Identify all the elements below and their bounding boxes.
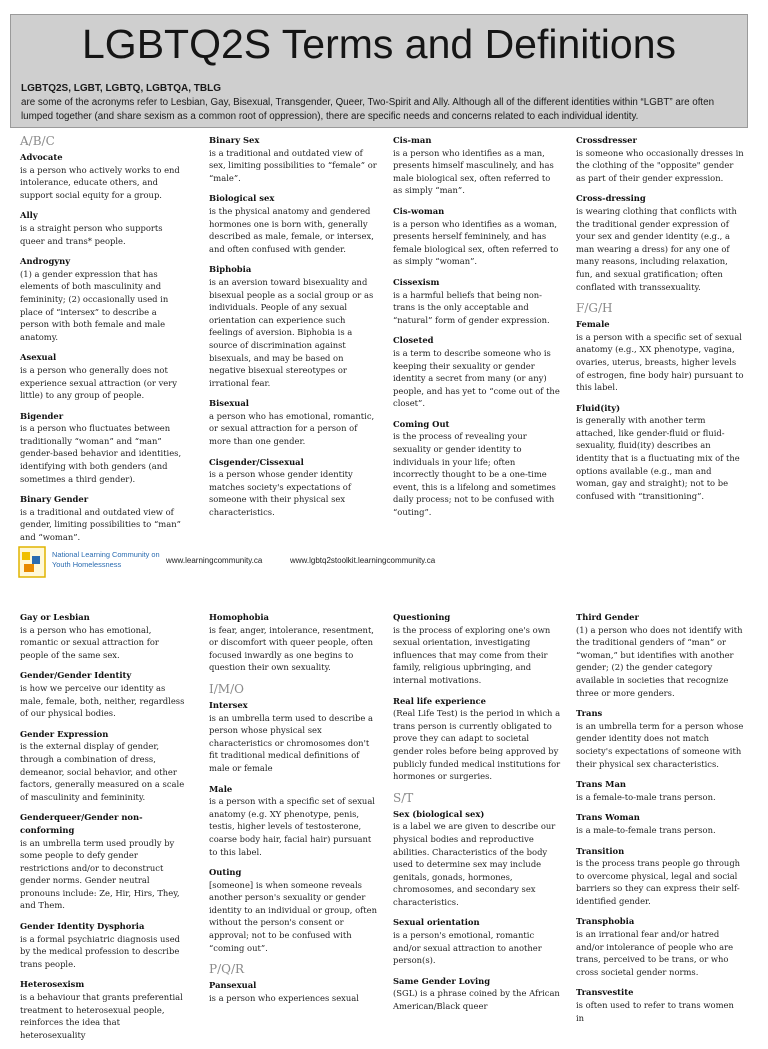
glossary-definition: is an umbrella term used to describe a person whose physical sex characteristics or chromosomes don't fit traditional medical definitions of male or female <box>209 712 373 773</box>
glossary-definition: is a straight person who supports queer and trans* people. <box>20 222 163 246</box>
glossary-entry <box>209 783 377 859</box>
glossary-term: Androgyny <box>20 256 71 267</box>
glossary-term: Cisgender/Cissexual <box>209 456 304 467</box>
glossary-term: Trans <box>576 708 603 719</box>
bottom-column-2 <box>209 611 377 1012</box>
glossary-entry <box>20 811 188 912</box>
glossary-term: Gay or Lesbian <box>20 612 90 622</box>
term-list <box>393 611 561 783</box>
glossary-entry <box>576 811 744 836</box>
section-heading-pqr: P/Q/R <box>209 962 245 977</box>
glossary-entry <box>393 334 561 410</box>
section-heading-abc: A/B/C <box>20 134 55 148</box>
term-list <box>209 611 377 674</box>
glossary-entry <box>20 611 188 661</box>
glossary-definition: is a harmful beliefs that being non-trans is the only acceptable and “natural” form of gender expression. <box>393 289 550 325</box>
glossary-term: Coming Out <box>393 418 450 429</box>
glossary-entry <box>576 707 744 770</box>
glossary-definition: is a label we are given to describe our physical bodies and reproductive abilities. Characteristics of the body used to determine sex may include genitals, gonads, hormones, chromosomes, and secondary sex characteristics. <box>393 821 556 907</box>
section-heading-imo: I/M/O <box>209 681 244 696</box>
glossary-entry <box>209 397 377 447</box>
glossary-entry <box>20 920 188 970</box>
glossary-term: Trans Man <box>576 779 626 790</box>
glossary-definition: is a female-to-male trans person. <box>576 791 716 802</box>
glossary-term: Transphobia <box>576 916 635 927</box>
glossary-definition: (Real Life Test) is the period in which a trans person is currently obligated to prove they can adapt to societal gender roles before being approved by publicly funded medical institutions for hormones or surgeries. <box>393 708 561 782</box>
acronyms-line: LGBTQ2S, LGBT, LGBTQ, LGBTQA, TBLG <box>21 83 221 94</box>
glossary-entry <box>576 318 744 394</box>
glossary-term: Real life experience <box>393 695 486 706</box>
glossary-term: Same Gender Loving <box>393 975 491 986</box>
glossary-term: Trans Woman <box>576 812 640 823</box>
glossary-definition: (1) a gender expression that has elements of both masculinity and femininity; (2) occasionally used in place of “intersex” to describe a person with both female and male anatomy. <box>20 268 169 342</box>
glossary-definition: is a person who actively works to end intolerance, educate others, and support social equity for a group. <box>20 164 180 200</box>
glossary-term: Binary Sex <box>209 135 260 145</box>
glossary-entry <box>20 978 188 1041</box>
glossary-definition: is a behaviour that grants preferential treatment to heterosexual people, reinforces the idea that heterosexuality <box>20 992 183 1040</box>
term-list <box>576 318 744 502</box>
glossary-term: Ally <box>20 210 38 221</box>
term-list <box>209 979 377 1004</box>
glossary-entry <box>209 866 377 954</box>
glossary-entry <box>576 402 744 503</box>
glossary-entry <box>209 699 377 775</box>
glossary-definition: (1) a person who does not identify with the traditional genders of “man” or “woman,” but identifies with another gender; (2) the gender category available in societies that recognize three or more genders. <box>576 624 743 698</box>
glossary-term: Cissexism <box>393 276 440 287</box>
glossary-definition: is someone who occasionally dresses in the clothing of the "opposite" gender as part of their gender expression. <box>576 147 744 183</box>
glossary-term: Closeted <box>393 335 434 346</box>
glossary-entry <box>576 986 744 1024</box>
glossary-definition: is a person who fluctuates between traditionally “woman” and “man” gender-based behavior and identities, identifying with both genders (and sometimes a third gender). <box>20 423 182 484</box>
glossary-entry <box>209 263 377 389</box>
glossary-definition: is a person with a specific set of sexual anatomy (e.g., XX phenotype, vagina, ovaries, uterus, breasts, higher levels of estrogen, fine body hair) pursuant to this label. <box>576 331 744 393</box>
glossary-term: Female <box>576 319 610 330</box>
glossary-definition: is a male-to-female trans person. <box>576 824 716 835</box>
glossary-entry <box>20 151 188 201</box>
term-list <box>209 134 377 519</box>
top-column-1 <box>20 130 188 552</box>
glossary-term: Transition <box>576 845 625 856</box>
glossary-entry <box>393 916 561 966</box>
glossary-definition: [someone] is when someone reveals another person's sexuality or gender identity to an individual or group, often without the person's consent or approval; not to be confused with “coming out”. <box>209 879 377 953</box>
glossary-entry <box>393 611 561 687</box>
term-list <box>393 134 561 519</box>
glossary-term: Crossdresser <box>576 135 637 145</box>
glossary-definition: is a traditional and outdated view of sex, limiting possibilities to “female” or “male”. <box>209 147 377 183</box>
glossary-definition: is a person who identifies as a woman, presents herself femininely, and has female biological sex, often referred to as simply “woman”. <box>393 218 559 267</box>
glossary-term: Gender Expression <box>20 728 109 739</box>
glossary-entry <box>393 134 561 197</box>
glossary-definition: is an umbrella term for a person whose gender identity does not match society's expectations of someone with their physical sex characteristics. <box>576 720 744 769</box>
section-heading-st: S/T <box>393 790 414 805</box>
glossary-term: Sex (biological sex) <box>393 808 485 819</box>
term-list <box>576 134 744 293</box>
glossary-definition: is a person whose gender identity matches society's expectations of someone with their physical sex characteristics. <box>209 469 353 518</box>
glossary-definition: is generally with another term attached, like gender-fluid or fluid-sexuality, fluid(ity) describes an identity that is a fluctuating mix of the options available (e.g., man and woman, gay and straight); not to be confused with “transitioning”. <box>576 415 740 501</box>
glossary-definition: is wearing clothing that conflicts with the traditional gender expression of your sex and gender identity (e.g., a man wearing a dress) for any one of many reasons, including relaxation, fun, and sexual gratification; often conflated with transsexuality. <box>576 205 737 292</box>
website-url[interactable]: www.learningcommunity.ca <box>166 556 263 565</box>
glossary-entry <box>209 979 377 1004</box>
glossary-entry <box>576 845 744 908</box>
glossary-definition: is an aversion toward bisexuality and bisexual people as a social group or as individuals. People of any sexual orientation can experience such feelings of aversion. Biphobia is a source of discrimination against bisexuals, and may be based on negative bisexual stereotypes or irrational fear. <box>209 276 374 388</box>
glossary-entry <box>209 192 377 255</box>
glossary-term: Advocate <box>20 152 63 162</box>
glossary-entry <box>576 915 744 978</box>
glossary-definition: is a person who generally does not experience sexual attraction (or very little) to any group of people. <box>20 364 177 401</box>
term-list <box>209 699 377 954</box>
glossary-definition: is a traditional and outdated view of gender, limiting possibilities to “man” and “woman”. <box>20 506 181 543</box>
glossary-definition: is an irrational fear and/or hatred and/or intolerance of people who are trans, perceived to be trans, or who cross societal gender norms. <box>576 929 734 977</box>
page-title: LGBTQ2S Terms and Definitions <box>82 21 676 67</box>
header-banner <box>10 14 748 128</box>
glossary-term: Binary Gender <box>20 494 89 505</box>
glossary-definition: is often used to refer to trans women in <box>576 1000 734 1023</box>
top-column-4 <box>576 134 744 510</box>
term-list <box>576 611 744 1024</box>
glossary-definition: is fear, anger, intolerance, resentment, or discomfort with queer people, often focused inwardly as one begins to question their own sexuality. <box>209 624 374 673</box>
glossary-definition: is the process trans people go through to overcome physical, legal and social barriers so they can express their self-identified gender. <box>576 858 741 906</box>
term-list <box>20 151 188 544</box>
glossary-definition: is a formal psychiatric diagnosis used by the medical profession to describe trans people. <box>20 933 181 969</box>
glossary-entry <box>393 276 561 326</box>
glossary-definition: is an umbrella term used proudly by some people to defy gender restrictions and/or to deconstruct gender norms. Gender neutral pronouns include: Ze, Hir, Hirs, They, and Them. <box>20 837 180 911</box>
term-list <box>20 611 188 1041</box>
glossary-entry <box>393 695 561 783</box>
glossary-entry <box>393 205 561 268</box>
glossary-entry <box>20 669 188 719</box>
glossary-term: Cis-man <box>393 135 432 145</box>
glossary-term: Intersex <box>209 699 248 710</box>
glossary-definition: is the external display of gender, through a combination of dress, demeanor, social behavior, and other factors, generally measured on a scale of masculinity and femininity. <box>20 741 185 802</box>
glossary-term: Biphobia <box>209 264 252 275</box>
glossary-term: Pansexual <box>209 980 257 991</box>
glossary-definition: (SGL) is a phrase coined by the African American/Black queer <box>393 988 560 1012</box>
glossary-entry <box>576 134 744 184</box>
glossary-term: Cis-woman <box>393 205 445 216</box>
top-column-2 <box>209 134 377 527</box>
term-list <box>393 808 561 1013</box>
glossary-entry <box>393 808 561 909</box>
top-column-3 <box>393 134 561 527</box>
glossary-term: Male <box>209 783 233 794</box>
glossary-definition: is a person with a specific set of sexual anatomy (e.g. XY phenotype, penis, testis, higher levels of testosterone, coarse body hair, facial hair) pursuant to this label. <box>209 796 375 857</box>
toolkit-url[interactable]: www.lgbtq2stoolkit.learningcommunity.ca <box>290 556 436 565</box>
glossary-definition: is the physical anatomy and gendered hormones one is born with, generally described as male, female, or intersex, and often confused with gender. <box>209 205 374 254</box>
glossary-term: Homophobia <box>209 612 269 622</box>
glossary-term: Questioning <box>393 612 451 622</box>
glossary-term: Biological sex <box>209 193 275 204</box>
glossary-term: Third Gender <box>576 612 639 622</box>
glossary-term: Bisexual <box>209 398 249 409</box>
glossary-entry <box>20 493 188 543</box>
organization-logo <box>18 546 46 578</box>
glossary-term: Outing <box>209 867 242 878</box>
glossary-term: Genderqueer/Gender non-conforming <box>20 812 143 835</box>
glossary-term: Bigender <box>20 410 64 421</box>
bottom-column-1 <box>20 611 188 1049</box>
section-heading-fgh: F/G/H <box>576 301 613 316</box>
intro-text: are some of the acronyms refer to Lesbian, Gay, Bisexual, Transgender, Queer, Two-Spirit and Ally. Although all of the different identities within “LGBT” are often lumped together (and share sexism as a common root of oppression), there are specific needs and concerns related to each individual identity. <box>21 97 715 122</box>
glossary-term: Sexual orientation <box>393 917 480 928</box>
glossary-definition: is a term to describe someone who is keeping their sexuality or gender identity a secret from many (or any) people, and has yet to “come out of the closet”. <box>393 347 560 409</box>
glossary-entry <box>20 351 188 401</box>
glossary-term: Gender Identity Dysphoria <box>20 921 145 932</box>
footer-bar <box>18 546 488 580</box>
glossary-term: Asexual <box>20 352 57 363</box>
glossary-entry <box>209 456 377 519</box>
organization-name: National Learning Community on Youth Homelessness <box>52 550 160 569</box>
glossary-definition: is how we perceive our identity as male, female, both, neither, regardless of our physical bodies. <box>20 682 185 719</box>
glossary-entry <box>393 975 561 1013</box>
glossary-definition: is a person who has emotional, romantic or sexual attraction for people of the same sex. <box>20 624 159 660</box>
glossary-term: Fluid(ity) <box>576 402 621 413</box>
glossary-entry <box>20 728 188 804</box>
glossary-entry <box>209 611 377 674</box>
glossary-term: Gender/Gender Identity <box>20 670 132 681</box>
bottom-column-4 <box>576 611 744 1032</box>
glossary-entry <box>576 611 744 699</box>
glossary-entry <box>576 192 744 293</box>
bottom-column-3 <box>393 611 561 1021</box>
glossary-term: Heterosexism <box>20 979 85 990</box>
glossary-term: Transvestite <box>576 987 634 998</box>
glossary-definition: is a person's emotional, romantic and/or sexual attraction to another person(s). <box>393 930 542 966</box>
glossary-definition: a person who has emotional, romantic, or sexual attraction for a person of more than one gender. <box>209 410 375 447</box>
glossary-definition: is a person who experiences sexual <box>209 992 359 1003</box>
glossary-entry <box>576 778 744 803</box>
glossary-definition: is the process of revealing your sexuality or gender identity to individuals in your life; often incorrectly thought to be a one-time event, this is a lifelong and sometimes daily process; not to be confused with “outing”. <box>393 431 556 518</box>
glossary-entry <box>20 209 188 247</box>
glossary-definition: is the process of exploring one's own sexual orientation, investigating influences that may come from their family, religious upbringing, and internal motivations. <box>393 624 551 685</box>
glossary-entry <box>20 410 188 486</box>
glossary-entry <box>209 134 377 184</box>
glossary-definition: is a person who identifies as a man, presents himself masculinely, and has male biological sex, often referred to as simply “man”. <box>393 147 554 196</box>
glossary-term: Cross-dressing <box>576 193 646 204</box>
glossary-entry <box>20 255 188 343</box>
glossary-entry <box>393 418 561 519</box>
